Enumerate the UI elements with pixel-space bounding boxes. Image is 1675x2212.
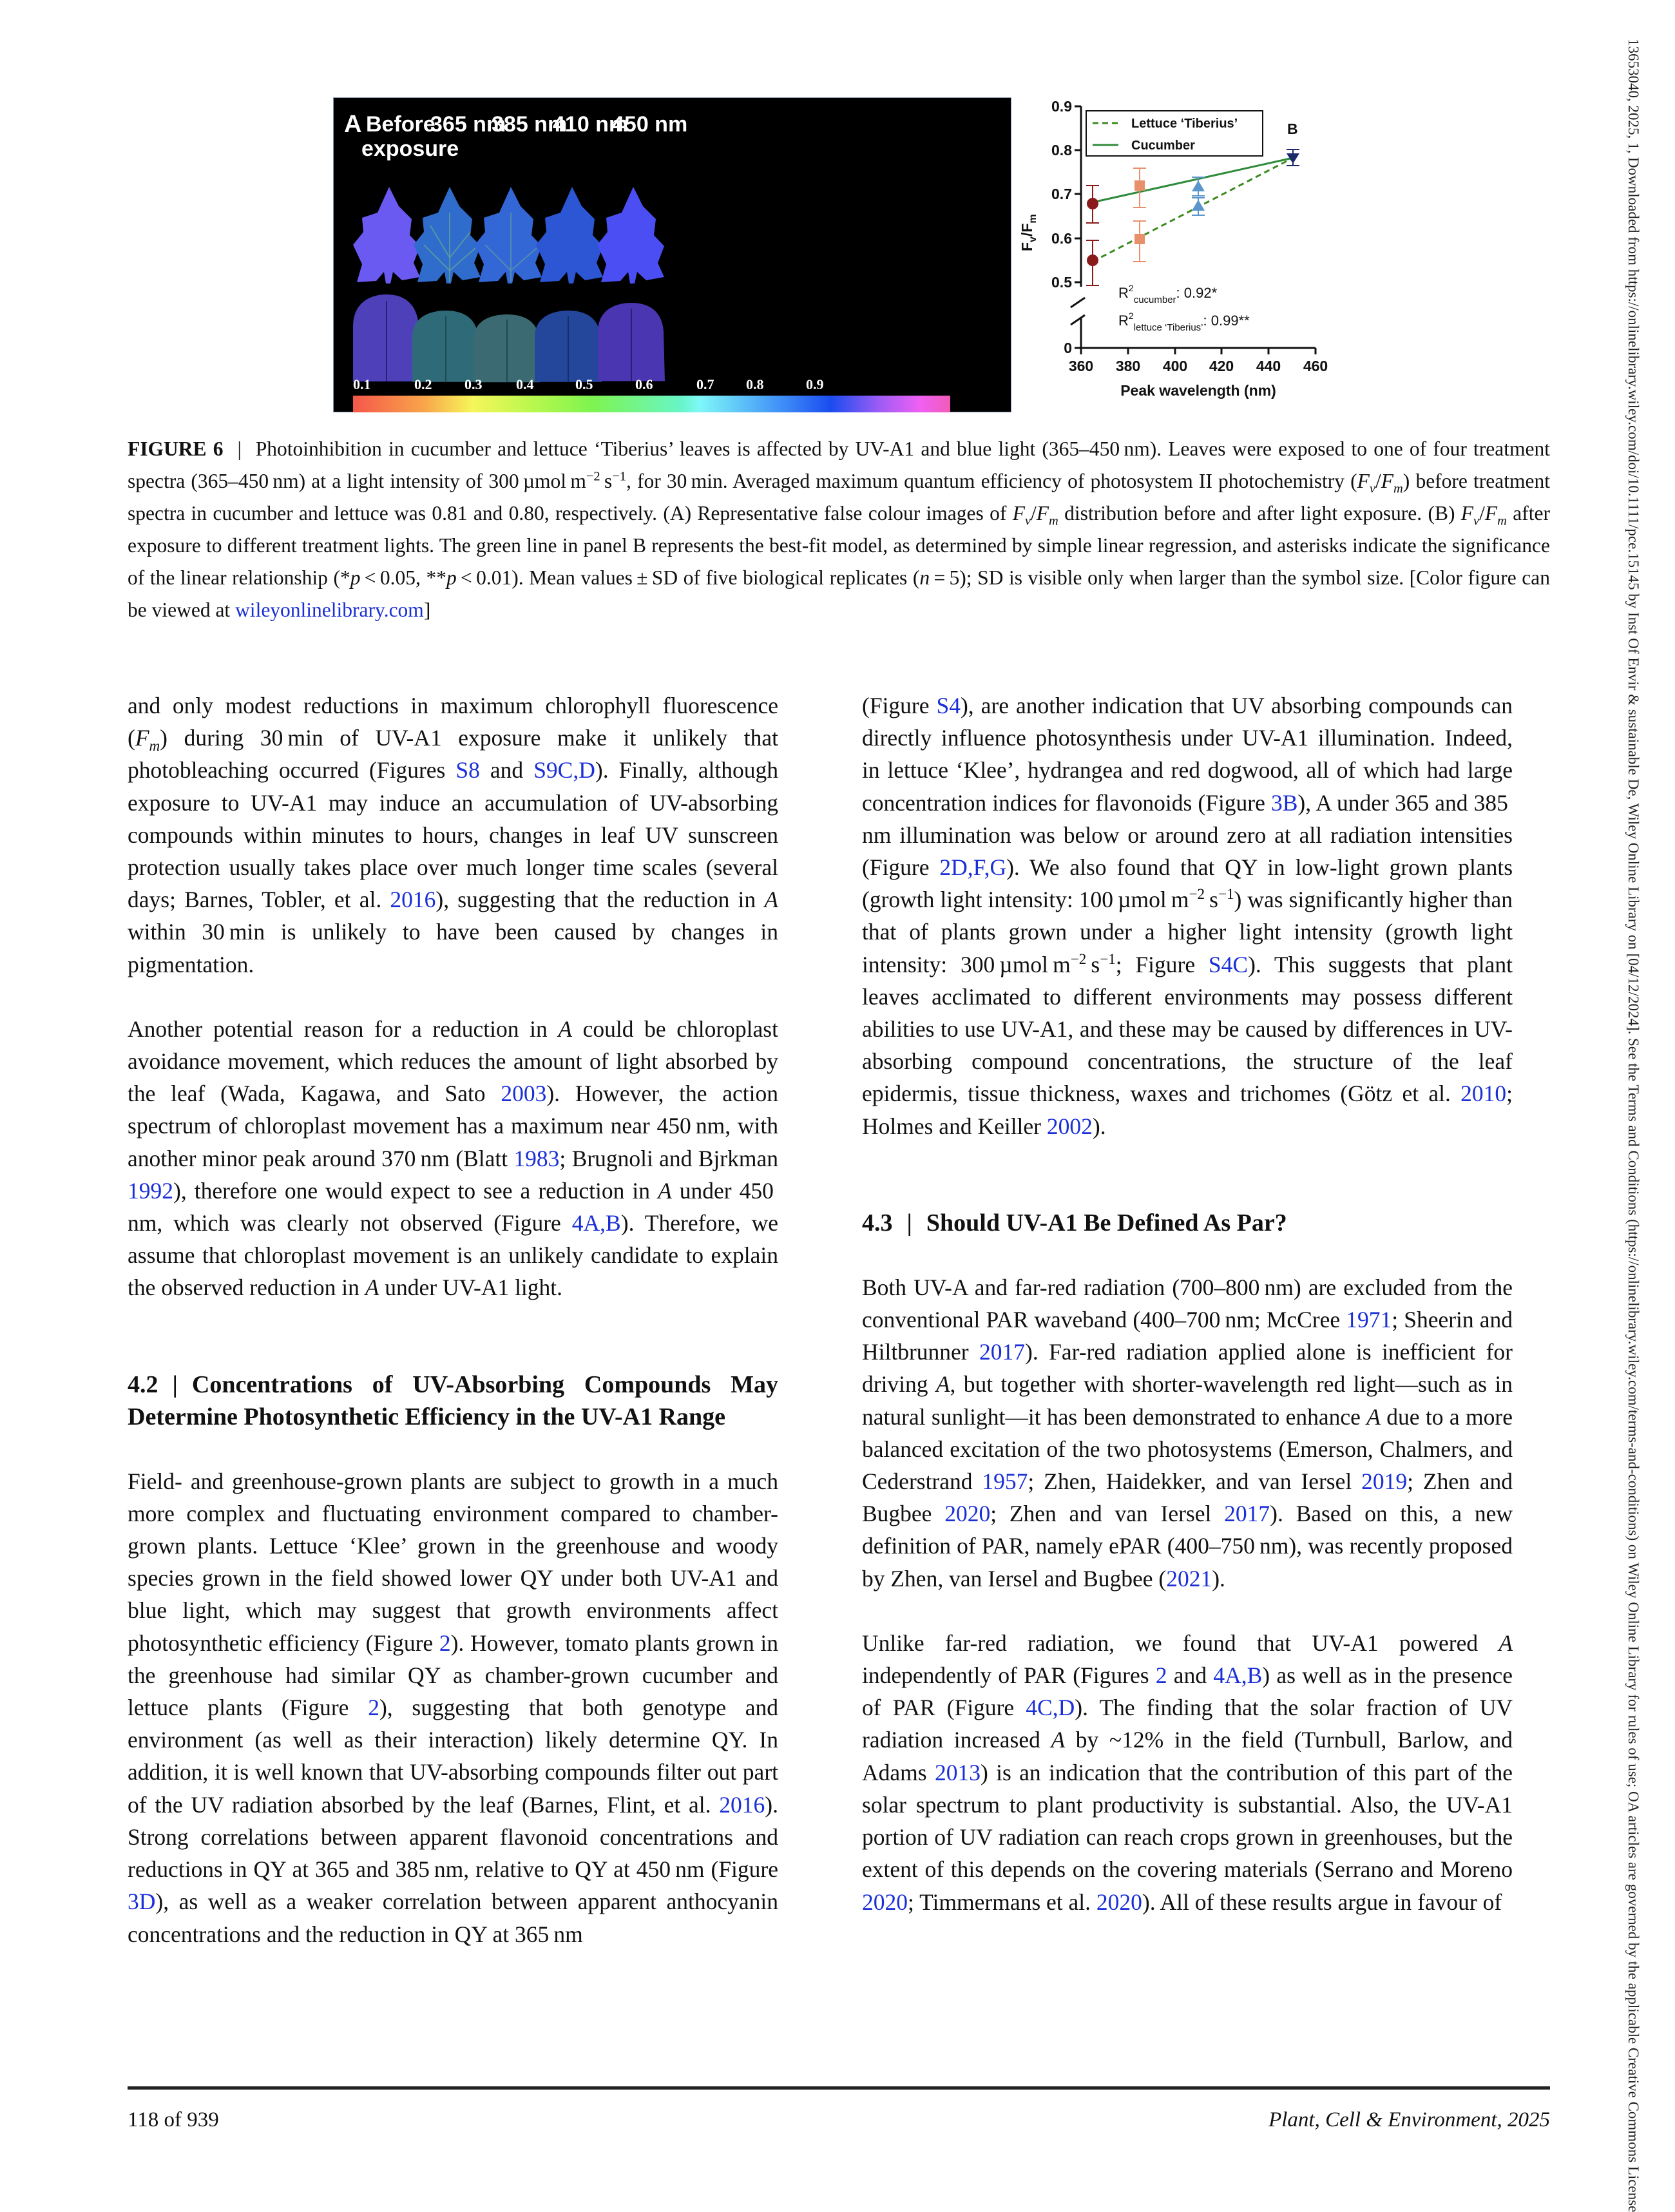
r2-lettuce-annotation: $R^2_{lettuce ‘Tiberius’}$: 0.99** bbox=[1118, 311, 1250, 333]
citation-link[interactable]: 2019 bbox=[1361, 1468, 1408, 1495]
citation-link[interactable]: 2013 bbox=[934, 1759, 981, 1785]
citation-link[interactable]: 1957 bbox=[982, 1468, 1028, 1495]
figure-link[interactable]: 2 bbox=[1155, 1662, 1167, 1689]
left-column bbox=[128, 689, 778, 1950]
x-tick: 360 bbox=[1068, 358, 1094, 374]
journal-name: Plant, Cell & Environment, 2025 bbox=[1268, 2108, 1550, 2131]
panel-letter-b: B bbox=[1287, 120, 1298, 137]
colorbar-tick: 0.3 bbox=[464, 376, 483, 392]
paragraph: Both UV-A and far-red radiation (700–800 nm) are excluded from the conventional PAR waveband (400–700 nm; McCree 1971; Sheerin and Hiltbrunner 2017). Far-red radiation applied alone is inefficient for driving A, but together with shorter-wavelength red light—such as in natural sunlight—it has been demonstrated to enhance A due to a more balanced excitation of the two photosystems (Emerson, Chalmers, and Cederstrand 1957; Zhen, Haidekker, and van Iersel 2019; Zhen and Bugbee 2020; Zhen and van Iersel 2017). Based on this, a new definition of PAR, namely ePAR (400–750 nm), was recently proposed by Zhen, van Iersel and Bugbee (2021). bbox=[862, 1274, 1513, 1592]
colorbar-tick: 0.9 bbox=[806, 376, 824, 392]
colorbar-tick: 0.5 bbox=[575, 376, 593, 392]
leaf-lettuce-410 bbox=[535, 311, 602, 382]
citation-link[interactable]: 2003 bbox=[501, 1081, 547, 1107]
y-tick: 0.6 bbox=[1051, 230, 1072, 247]
leaf-images bbox=[334, 98, 1012, 413]
citation-link[interactable]: 2016 bbox=[719, 1791, 765, 1818]
paragraph: and only modest reductions in maximum chlorophyll fluorescence $(F_m)$ during 30 min of UV-A1 exposure make it unlikely that photobleaching occurred (Figures S8 and S9C,D). Finally, although exposure to UV-A1 may induce an accumulation of UV-absorbing compounds within minutes to hours, changes in leaf UV sunscreen protection usually takes place over much longer time scales (several days; Barnes, Tobler, et al. 2016), suggesting that the reduction in A within 30 min is unlikely to have been caused by changes in pigmentation. bbox=[128, 693, 778, 977]
marker-cucumber-410 bbox=[1192, 180, 1205, 191]
x-axis-label: Peak wavelength (nm) bbox=[1120, 382, 1276, 399]
figure-link[interactable]: 2 bbox=[368, 1695, 379, 1721]
x-tick: 440 bbox=[1256, 358, 1281, 374]
paragraph: Field- and greenhouse-grown plants are subject to growth in a much more complex and fluctuating environment compared to chamber-grown plants. Lettuce ‘Klee’ grown in the greenhouse and woody species grown in the field showed lower QY under both UV-A1 and blue light, which may suggest that growth environments affect photosynthetic efficiency (Figure 2). However, tomato plants grown in the greenhouse had similar QY as chamber-grown cucumber and lettuce plants (Figure 2), suggesting that both genotype and environment (as well as their interaction) likely determine QY. In addition, it is well known that UV-absorbing compounds filter out part of the UV radiation absorbed by the leaf (Barnes, Flint, et al. 2016). Strong correlations between apparent flavonoid concentrations and reductions in QY at 365 and 385 nm, relative to QY at 450 nm (Figure 3D), as well as a weaker correlation between apparent anthocyanin concentrations and the reduction in QY at 365 nm bbox=[128, 1468, 778, 1947]
figure-link[interactable]: S9C,D bbox=[533, 757, 595, 784]
chart-svg bbox=[1005, 90, 1353, 412]
citation-link[interactable]: 2021 bbox=[1166, 1565, 1212, 1592]
column-label-before: Before bbox=[366, 112, 436, 137]
leaf-cucumber-450 bbox=[597, 187, 664, 284]
figure-link[interactable]: 2 bbox=[439, 1630, 451, 1656]
citation-link[interactable]: 2016 bbox=[390, 887, 436, 913]
marker-cucumber-385 bbox=[1134, 180, 1145, 191]
marker-lettuce-365 bbox=[1087, 255, 1098, 266]
wiley-link[interactable]: wileyonlinelibrary.com bbox=[235, 599, 424, 621]
figure-link[interactable]: S8 bbox=[455, 757, 480, 784]
colorbar bbox=[353, 396, 950, 412]
figure-link[interactable]: 4A,B bbox=[571, 1210, 621, 1236]
citation-link[interactable]: 2020 bbox=[862, 1889, 908, 1915]
leaf-cucumber-before bbox=[353, 187, 420, 284]
colorbar-tick: 0.8 bbox=[746, 376, 764, 392]
y-axis-label: $F_v/F_m$ bbox=[1019, 214, 1038, 251]
citation-link[interactable]: 1983 bbox=[513, 1145, 560, 1171]
footer-divider bbox=[128, 2086, 1550, 2090]
citation-link[interactable]: 2020 bbox=[1096, 1889, 1142, 1915]
section-heading-4-3: 4.3 | Should UV-A1 Be Defined As Par? bbox=[862, 1209, 1287, 1236]
figure-link[interactable]: 3D bbox=[128, 1889, 156, 1915]
leaf-cucumber-410 bbox=[536, 187, 603, 284]
column-label-410: 410 nm bbox=[553, 112, 629, 137]
figure-panel-a bbox=[333, 97, 1011, 412]
leaf-lettuce-before bbox=[353, 294, 420, 381]
figure-panel-b-chart bbox=[1005, 90, 1353, 412]
y-tick: 0.9 bbox=[1051, 98, 1072, 115]
citation-link[interactable]: 1971 bbox=[1346, 1307, 1392, 1333]
y-tick: 0.7 bbox=[1051, 186, 1072, 202]
figure-link[interactable]: 4C,D bbox=[1026, 1695, 1075, 1721]
y-tick: 0.5 bbox=[1051, 274, 1072, 291]
marker-cucumber-365 bbox=[1087, 198, 1098, 209]
leaf-lettuce-450 bbox=[598, 303, 665, 381]
x-tick: 380 bbox=[1115, 358, 1141, 374]
colorbar-tick: 0.2 bbox=[414, 376, 432, 392]
column-label-450: 450 nm bbox=[612, 112, 688, 137]
right-column bbox=[862, 689, 1513, 1918]
citation-link[interactable]: 1992 bbox=[128, 1177, 173, 1204]
column-label-365: 365 nm bbox=[430, 112, 506, 137]
panel-letter-a: A bbox=[344, 111, 362, 138]
download-notice-sidebar: 13653040, 2025, 1, Downloaded from https://onlinelibrary.wiley.com/doi/10.1111/pce.15145 by Inst Of Envir & sustainable De, Wiley Online Library on [04/12/2024]. See the Terms and Conditions (https://onlinelibrary.wiley.com/terms-and-conditions) on Wiley Online Library for rules of use; OA articles are governed by the applicable Creative Commons License bbox=[1625, 39, 1642, 2212]
legend-lettuce-label: Lettuce ‘Tiberius’ bbox=[1131, 117, 1238, 131]
x-tick: 460 bbox=[1303, 358, 1328, 374]
colorbar-tick: 0.1 bbox=[353, 376, 371, 392]
leaf-cucumber-385 bbox=[475, 187, 542, 284]
colorbar-tick: 0.7 bbox=[696, 376, 714, 392]
r2-cucumber-annotation: $R^2_{cucumber}$: 0.92* bbox=[1118, 283, 1218, 305]
figure-label: FIGURE 6 bbox=[128, 438, 224, 460]
x-tick: 420 bbox=[1209, 358, 1234, 374]
section-heading-4-2: 4.2 | Concentrations of UV-Absorbing Compounds May Determine Photosynthetic Efficiency in the UV-A1 Range bbox=[128, 1370, 778, 1430]
figure-caption: FIGURE 6 | Photoinhibition in cucumber and lettuce ‘Tiberius’ leaves is affected by UV-A1 and blue light (365–450 nm). Leaves were exposed to one of four treatment spectra (365–450 nm) at a light intensity of 300 µmol $m^{-2}$ $s^{-1}$, for 30 min. Averaged maximum quantum efficiency of photosystem II photochemistry $(F_v/F_m)$ before treatment spectra in cucumber and lettuce was 0.81 and 0.80, respectively. (A) Representative false colour images of $F_v/F_m$ distribution before and after light exposure. (B) $F_v/F_m$ after exposure to different treatment lights. The green line in panel B represents the best-fit model, as determined by simple linear regression, and asterisks indicate the significance of the linear relationship (*p < 0.05, **p < 0.01). Mean values ± SD of five biological replicates (n = 5); SD is visible only when larger than the symbol size. [Color figure can be viewed at wileyonlinelibrary.com] bbox=[128, 438, 1550, 621]
leaf-lettuce-365 bbox=[412, 311, 479, 382]
y-tick: 0.8 bbox=[1051, 142, 1072, 159]
x-tick: 400 bbox=[1162, 358, 1188, 374]
citation-link[interactable]: 2002 bbox=[1046, 1113, 1093, 1139]
legend-cucumber-label: Cucumber bbox=[1131, 139, 1195, 153]
column-label-exposure: exposure bbox=[361, 137, 459, 161]
colorbar-tick: 0.4 bbox=[516, 376, 534, 392]
citation-link[interactable]: 2017 bbox=[979, 1339, 1026, 1365]
citation-link[interactable]: 2017 bbox=[1224, 1501, 1270, 1527]
leaf-cucumber-365 bbox=[414, 187, 481, 284]
column-label-385: 385 nm bbox=[492, 112, 568, 137]
paragraph: (Figure S4), are another indication that UV absorbing compounds can directly influence photosynthesis under UV-A1 illumination. Indeed, in lettuce ‘Klee’, hydrangea and red dogwood, all of which had large concentration indices for flavonoids (Figure 3B), A under 365 and 385 nm illumination was below or around zero at all radiation intensities (Figure 2D,F,G). We also found that QY in low-light grown plants (growth light intensity: 100 µmol $m^{-2}$ $s^{-1}$) was significantly higher than that of plants grown under a higher light intensity (growth light intensity: 300 µmol $m^{-2}$ $s^{-1}$; Figure S4C). This suggests that plant leaves acclimated to different environments may possess different abilities to use UV-A1, and these may be caused by differences in UV-absorbing compound concentrations, the structure of the leaf epidermis, tissue thickness, waxes and trichomes (Götz et al. 2010; Holmes and Keiller 2002). bbox=[862, 693, 1513, 1139]
figure-link[interactable]: 3B bbox=[1270, 789, 1298, 816]
figure-link[interactable]: S4C bbox=[1208, 951, 1249, 977]
figure-link[interactable]: S4 bbox=[936, 693, 961, 718]
figure-link[interactable]: 2D,F,G bbox=[939, 854, 1007, 881]
figure-link[interactable]: 4A,B bbox=[1213, 1662, 1263, 1689]
marker-lettuce-385 bbox=[1134, 234, 1145, 244]
y-tick: 0 bbox=[1064, 340, 1072, 356]
paragraph: Another potential reason for a reduction in A could be chloroplast avoidance movement, which reduces the amount of light absorbed by the leaf (Wada, Kagawa, and Sato 2003). However, the action spectrum of chloroplast movement has a maximum near 450 nm, with another minor peak around 370 nm (Blatt 1983; Brugnoli and Bjrkman 1992), therefore one would expect to see a reduction in A under 450 nm, which was clearly not observed (Figure 4A,B). Therefore, we assume that chloroplast movement is an unlikely candidate to explain the observed reduction in A under UV-A1 light. bbox=[128, 1015, 779, 1301]
citation-link[interactable]: 2010 bbox=[1460, 1081, 1507, 1107]
leaf-lettuce-385 bbox=[474, 314, 541, 382]
page-number: 118 of 939 bbox=[128, 2108, 219, 2131]
paragraph: Unlike far-red radiation, we found that UV-A1 powered A independently of PAR (Figures 2 and 4A,B) as well as in the presence of PAR (Figure 4C,D). The finding that the solar fraction of UV radiation increased A by ~12% in the field (Turnbull, Barlow, and Adams 2013) is an indication that the contribution of this part of the solar spectrum to plant productivity is substantial. Also, the UV-A1 portion of UV radiation can reach crops grown in greenhouses, but the extent of this depends on the covering materials (Serrano and Moreno 2020; Timmermans et al. 2020). All of these results argue in favour of bbox=[862, 1630, 1513, 1915]
colorbar-tick: 0.6 bbox=[635, 376, 653, 392]
marker-lettuce-410 bbox=[1192, 200, 1205, 211]
citation-link[interactable]: 2020 bbox=[944, 1501, 991, 1527]
